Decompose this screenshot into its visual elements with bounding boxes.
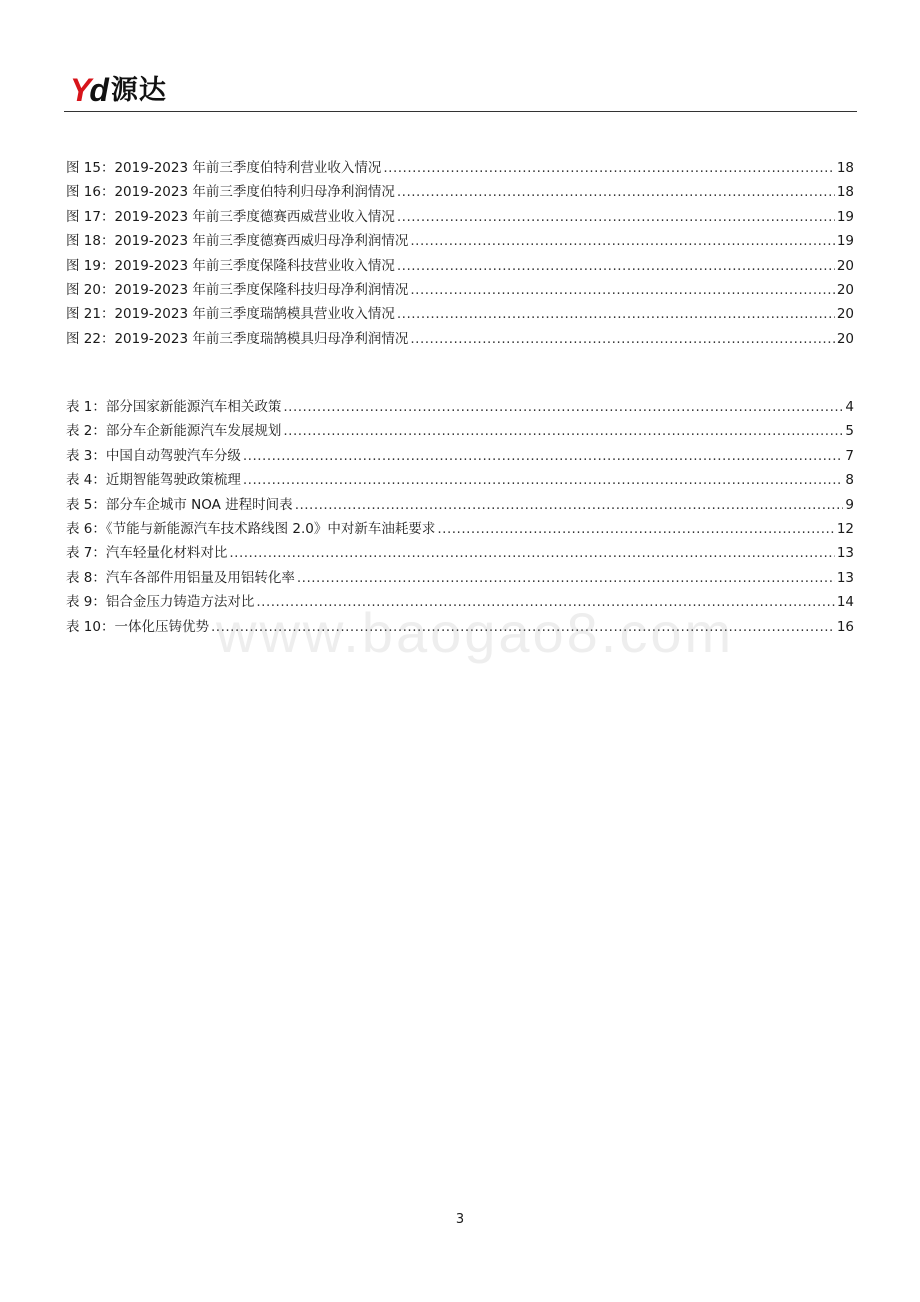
toc-entry-table-1[interactable] bbox=[66, 395, 854, 419]
toc-entry-label: 图 22：2019-2023 年前三季度瑞鹄模具归母净利润情况 bbox=[66, 330, 409, 347]
dot-leader bbox=[397, 205, 835, 229]
toc-entry-label: 表 3：中国自动驾驶汽车分级 bbox=[66, 447, 241, 464]
toc-entry-table-10[interactable] bbox=[66, 615, 854, 639]
dot-leader bbox=[437, 517, 834, 541]
toc-entry-page: 12 bbox=[836, 520, 854, 537]
dot-leader bbox=[410, 327, 834, 351]
toc-entry-page: 19 bbox=[836, 233, 854, 250]
toc-entry-table-5[interactable] bbox=[66, 493, 854, 517]
toc-entry-label: 表 7：汽车轻量化材料对比 bbox=[66, 545, 228, 562]
toc-entry-table-7[interactable] bbox=[66, 541, 854, 565]
toc-entry-table-9[interactable] bbox=[66, 590, 854, 614]
toc-entry-figure-22[interactable] bbox=[66, 327, 854, 351]
toc-entry-figure-15[interactable] bbox=[66, 156, 854, 180]
toc-entry-label: 图 17：2019-2023 年前三季度德赛西威营业收入情况 bbox=[66, 208, 395, 225]
toc-entry-page: 18 bbox=[836, 160, 854, 176]
toc-entry-label: 表 8：汽车各部件用铝量及用铝转化率 bbox=[66, 569, 295, 586]
toc-entry-page: 7 bbox=[845, 447, 854, 464]
toc-entry-table-3[interactable] bbox=[66, 444, 854, 468]
dot-leader bbox=[283, 419, 843, 443]
dot-leader bbox=[211, 615, 835, 639]
toc-entry-page: 5 bbox=[845, 423, 854, 440]
toc-entry-label: 表 4：近期智能驾驶政策梳理 bbox=[66, 472, 241, 489]
toc-entry-label: 表 5：部分车企城市 NOA 进程时间表 bbox=[66, 496, 293, 513]
toc-entry-page: 18 bbox=[836, 184, 854, 201]
toc-entry-label: 表 6：《节能与新能源汽车技术路线图 2.0》中对新车油耗要求 bbox=[66, 520, 436, 537]
toc-entry-figure-17[interactable] bbox=[66, 205, 854, 229]
toc-entry-table-8[interactable] bbox=[66, 566, 854, 590]
toc-entry-label: 表 10：一体化压铸优势 bbox=[66, 618, 209, 635]
logo-mark: Yd bbox=[70, 72, 107, 108]
dot-leader bbox=[383, 156, 834, 180]
dot-leader bbox=[283, 395, 843, 419]
toc-entry-page: 14 bbox=[836, 594, 854, 611]
tables-toc bbox=[66, 395, 854, 639]
dot-leader bbox=[229, 541, 834, 565]
toc-entry-page: 20 bbox=[836, 306, 854, 323]
dot-leader bbox=[243, 468, 844, 492]
logo-text: 源达 bbox=[110, 75, 167, 106]
watermark: www.baogao8.com bbox=[216, 601, 735, 664]
toc-entry-figure-20[interactable] bbox=[66, 278, 854, 302]
dot-leader bbox=[410, 278, 834, 302]
toc-entry-page: 20 bbox=[836, 281, 854, 298]
toc-entry-page: 16 bbox=[836, 618, 854, 635]
toc-entry-label: 图 15：2019-2023 年前三季度伯特利营业收入情况 bbox=[66, 160, 382, 176]
dot-leader bbox=[297, 566, 835, 590]
toc-entry-label: 表 2：部分车企新能源汽车发展规划 bbox=[66, 423, 282, 440]
header-divider bbox=[64, 111, 857, 112]
toc-entry-page: 20 bbox=[836, 330, 854, 347]
dot-leader bbox=[397, 302, 835, 326]
toc-entry-label: 图 18：2019-2023 年前三季度德赛西威归母净利润情况 bbox=[66, 233, 409, 250]
toc-entry-page: 13 bbox=[836, 569, 854, 586]
toc-entry-page: 19 bbox=[836, 208, 854, 225]
toc-entry-figure-18[interactable] bbox=[66, 229, 854, 253]
dot-leader bbox=[243, 444, 844, 468]
dot-leader bbox=[256, 590, 834, 614]
toc-entry-label: 图 19：2019-2023 年前三季度保隆科技营业收入情况 bbox=[66, 257, 395, 274]
brand-logo bbox=[70, 72, 167, 106]
page-number: 3 bbox=[455, 1212, 465, 1227]
figures-toc bbox=[66, 156, 854, 351]
toc-entry-label: 图 20：2019-2023 年前三季度保隆科技归母净利润情况 bbox=[66, 281, 409, 298]
toc-entry-label: 表 1：部分国家新能源汽车相关政策 bbox=[66, 399, 282, 415]
toc-entry-label: 表 9：铝合金压力铸造方法对比 bbox=[66, 594, 255, 611]
toc-entry-figure-16[interactable] bbox=[66, 180, 854, 204]
toc-entry-page: 20 bbox=[836, 257, 854, 274]
toc-entry-figure-19[interactable] bbox=[66, 254, 854, 278]
toc-entry-label: 图 16：2019-2023 年前三季度伯特利归母净利润情况 bbox=[66, 184, 395, 201]
toc-entry-page: 4 bbox=[845, 399, 854, 415]
dot-leader bbox=[397, 180, 835, 204]
toc-entry-page: 9 bbox=[845, 496, 854, 513]
toc-entry-page: 13 bbox=[836, 545, 854, 562]
toc-entry-figure-21[interactable] bbox=[66, 302, 854, 326]
dot-leader bbox=[397, 254, 835, 278]
toc-entry-page: 8 bbox=[845, 472, 854, 489]
dot-leader bbox=[295, 493, 844, 517]
dot-leader bbox=[410, 229, 834, 253]
toc-entry-label: 图 21：2019-2023 年前三季度瑞鹄模具营业收入情况 bbox=[66, 306, 395, 323]
toc-entry-table-4[interactable] bbox=[66, 468, 854, 492]
toc-entry-table-6[interactable] bbox=[66, 517, 854, 541]
toc-entry-table-2[interactable] bbox=[66, 419, 854, 443]
